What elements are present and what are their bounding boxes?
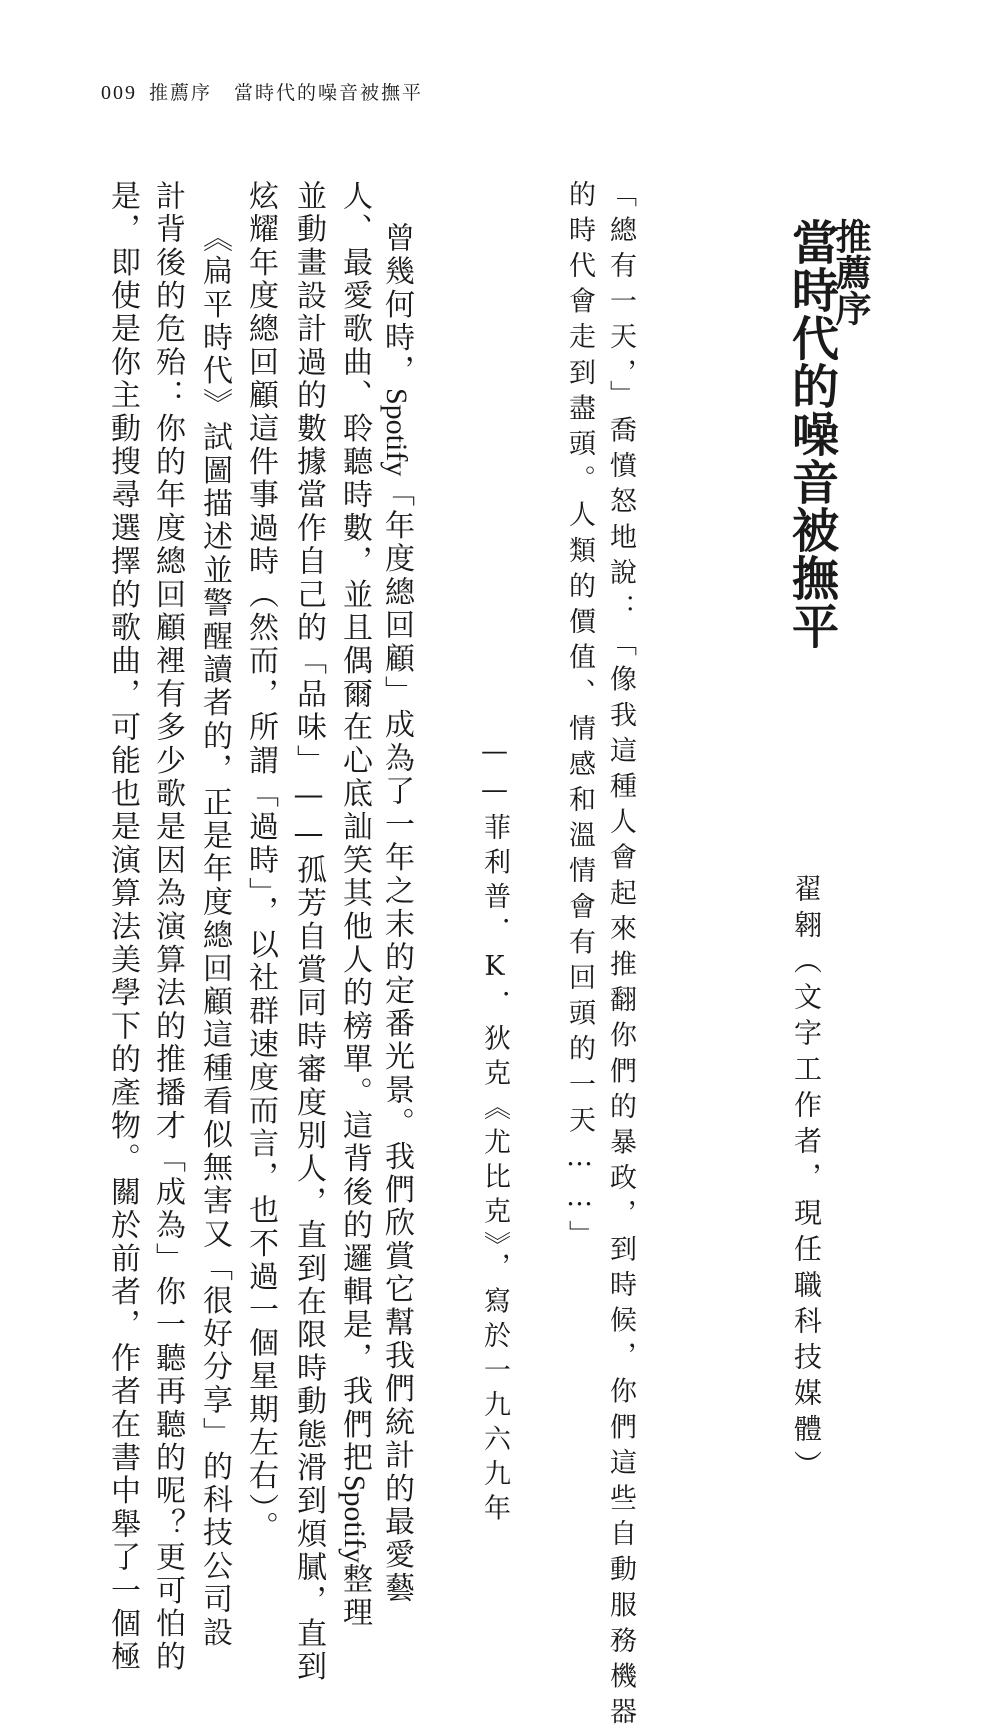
body-line-2-end: 整理 xyxy=(337,1563,372,1630)
body-line-2-start: 人、最愛歌曲、聆聽時數，並且偶爾在心底訕笑其他人的榜單。這背後的邏輯是，我們把 xyxy=(337,180,372,1475)
page-number: 009 xyxy=(101,82,137,104)
epigraph-line-2: 的時代會走到盡頭。人類的價值、情感和溫情會有回頭的一天……」 xyxy=(564,180,595,1256)
header-section-label: 推薦序 xyxy=(149,82,213,104)
body-line-1-end: 「年度總回顧」成為了一年之末的定番光景。我們欣賞它幫我們統計的最愛藝 xyxy=(379,476,414,1606)
author-byline: 翟翱（文字工作者，現任職科技媒體） xyxy=(790,874,823,1486)
running-header xyxy=(101,78,423,105)
body-line-4: 炫耀年度總回顧這件事過時（然而，所謂「過時」，以社群速度而言，也不過一個星期左右）。 xyxy=(243,180,278,1545)
preface-title: 當時代的噪音被撫平 xyxy=(784,218,839,650)
body-line-5: 《扁平時代》試圖描述並警醒讀者的，正是年度總回顧這種看似無害又「很好分享」的科技公司設 xyxy=(197,222,232,1650)
body-line-2-spotify: Spotify xyxy=(338,1474,371,1564)
epigraph-line-1: 「總有一天，」喬憤怒地說：「像我這種人會起來推翻你們的暴政，到時候，你們這些自動服務機器 xyxy=(605,180,636,1733)
body-line-3: 並動畫設計過的數據當作自己的「品味」——孤芳自賞同時審度別人，直到在限時動態滑到煩膩，直到 xyxy=(291,180,326,1684)
body-line-7: 是，即使是你主動搜尋選擇的歌曲，可能也是演算法美學下的產物。關於前者，作者在書中舉了一個極 xyxy=(105,180,140,1674)
preface-label: 推薦序 xyxy=(830,218,872,326)
body-line-1-start: 曾幾何時， xyxy=(379,222,414,388)
body-line-2 xyxy=(332,180,376,1630)
epigraph-attribution: ——菲利普．K．狄克《尤比克》，寫於一九六九年 xyxy=(479,736,510,1528)
header-chapter-title: 當時代的噪音被撫平 xyxy=(234,82,424,104)
body-line-1 xyxy=(374,222,418,1605)
body-line-6: 計背後的危殆：你的年度總回顧裡有多少歌是因為演算法的推播才「成為」你一聽再聽的呢？更可怕的 xyxy=(150,180,185,1674)
body-line-1-spotify: Spotify xyxy=(380,388,413,477)
